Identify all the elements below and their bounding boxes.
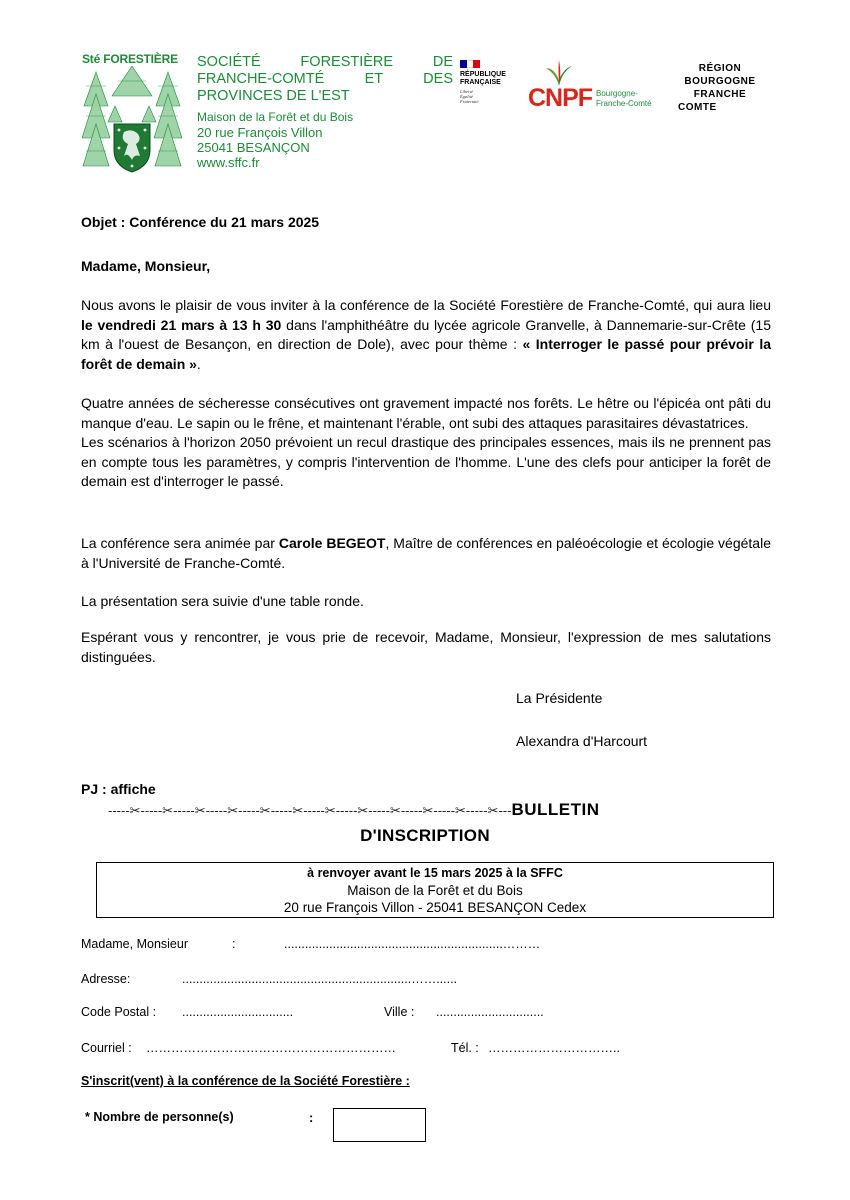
attendee-count-colon: : — [309, 1110, 314, 1125]
speaker-name: Carole BEGEOT — [278, 535, 386, 551]
rf-name-line: FRANÇAISE — [460, 79, 501, 86]
rf-motto-line: Fraternité — [460, 99, 479, 104]
return-address-line: Maison de la Forêt et du Bois — [347, 883, 523, 898]
region-logo — [676, 62, 764, 114]
email-label: Courriel : — [81, 1041, 132, 1055]
logo-title: Sté FORESTIÈRE — [82, 52, 178, 66]
address-label: Adresse: — [81, 972, 131, 986]
closing-paragraph: Espérant vous y rencontrer, je vous prie de recevoir, Madame, Monsieur, l'expression de mes salutations distinguées. — [81, 629, 771, 665]
org-website-link[interactable]: www.sffc.fr — [197, 155, 260, 170]
invitation-paragraph: Nous avons le plaisir de vous inviter à la conférence de la Société Forestière de Franche-Comté, qui aura lieu le vendredi 21 mars à 13 h 30 dans l'amphithéâtre du lycée agricole Granvelle, à Dannemarie-sur-Crête (15 km à l'ouest de Besançon, en direction de Dole), avec pour thème : « Interroger le passé pour prévoir la forêt de demain ». — [81, 297, 771, 372]
return-address-line: 20 rue François Villon - 25041 BESANÇON Cedex — [283, 900, 587, 915]
name-colon: : — [232, 937, 236, 951]
context-paragraph: Quatre années de sécheresse consécutives ont gravement impacté nos forêts. Le hêtre ou l'épicéa ont pâti du manque d'eau. Le sapin ou le frêne, et maintenant l'érable, ont subi des attaques parasitaires dévastatrices. Les scénarios à l'horizon 2050 prévoient un recul drastique des principales essences, mais ils ne prennent pas en compte tous les paramètres, y compris l'intervention de l'homme. L'une des clefs pour anticiper la forêt de demain est d'interroger le passé. — [81, 394, 771, 492]
org-address-line: 25041 BESANÇON — [197, 140, 310, 155]
org-name-line: PROVINCES DE L'EST — [197, 88, 350, 104]
signature-title: La Présidente — [516, 690, 603, 706]
bulletin-title: BULLETIN — [511, 800, 600, 819]
return-deadline: à renvoyer avant le 15 mars 2025 à la SFFC — [307, 866, 563, 880]
address-field[interactable]: ..................................................................……...... — [182, 972, 458, 986]
organization-block — [197, 54, 453, 170]
forest-emblem-icon — [82, 66, 182, 174]
return-instructions-box — [96, 862, 774, 918]
letter-subject: Objet : Conférence du 21 mars 2025 — [81, 214, 320, 230]
region-line: FRANCHE — [693, 89, 747, 100]
cut-here-line — [108, 800, 768, 820]
attendee-count-input[interactable] — [333, 1108, 426, 1142]
postal-code-field[interactable]: ................................ — [182, 1005, 294, 1019]
cnpf-logo — [528, 60, 673, 110]
region-line: COMTE — [678, 102, 717, 113]
attendee-count-label: * Nombre de personne(s) — [85, 1110, 234, 1124]
org-address-line: 20 rue François Villon — [197, 125, 323, 140]
french-flag-icon — [460, 60, 480, 68]
scissors-dashed-line: -----✂-----✂-----✂-----✂-----✂-----✂-----✂-----✂-----✂-----✂-----✂-----✂--- — [108, 803, 512, 818]
city-field[interactable]: ............................... — [436, 1005, 544, 1019]
leaf-sprout-icon — [542, 60, 576, 86]
org-address-line: Maison de la Forêt et du Bois — [197, 110, 354, 124]
rf-motto-line: Égalité — [460, 94, 473, 99]
org-name-line: FRANCHE-COMTÉ ET DES — [197, 71, 453, 87]
region-line: BOURGOGNE — [684, 76, 756, 87]
conference-theme: « Interroger le passé pour prévoir la forêt de demain » — [81, 336, 771, 372]
name-field[interactable]: ...............................................................……… — [284, 937, 541, 951]
sffc-logo — [82, 52, 182, 176]
region-line: RÉGION — [698, 63, 742, 74]
org-name-line: SOCIÉTÉ FORESTIÈRE DE — [197, 54, 453, 70]
city-label: Ville : — [384, 1005, 415, 1019]
round-table-paragraph: La présentation sera suivie d'une table ronde. — [81, 593, 364, 609]
cnpf-subtitle: Bourgogne- Franche-Comté — [596, 89, 652, 108]
postal-code-label: Code Postal : — [81, 1005, 157, 1019]
phone-field[interactable]: ………………………….. — [488, 1041, 620, 1055]
republique-francaise-logo — [460, 60, 520, 104]
name-label: Madame, Monsieur — [81, 937, 188, 951]
email-field[interactable]: …………………………………………………… — [146, 1041, 396, 1055]
phone-label: Tél. : — [451, 1041, 479, 1055]
signature-name: Alexandra d'Harcourt — [516, 733, 648, 749]
rf-motto-line: Liberté — [460, 89, 473, 94]
bulletin-subtitle: D'INSCRIPTION — [360, 826, 490, 845]
event-datetime: le vendredi 21 mars à 13 h 30 — [81, 316, 282, 333]
speaker-paragraph: La conférence sera animée par Carole BEGEOT, Maître de conférences en paléoécologie et écologie végétale à l'Université de Franche-Comté. — [81, 535, 771, 571]
scenario-paragraph: Les scénarios à l'horizon 2050 prévoient un recul drastique des principales essences, mais ils ne prennent pas en compte tous les paramètres, y compris l'intervention de l'homme. L'une des clefs pour anticiper la forêt de demain est d'interroger le passé. — [81, 434, 771, 489]
cnpf-wordmark: CNPF — [528, 84, 593, 112]
letter-salutation: Madame, Monsieur, — [81, 258, 211, 274]
registration-heading: S'inscrit(vent) à la conférence de la Société Forestière : — [81, 1074, 410, 1088]
name-row — [81, 937, 188, 951]
rf-name-line: RÉPUBLIQUE — [460, 71, 506, 78]
attachment-note: PJ : affiche — [81, 781, 156, 797]
